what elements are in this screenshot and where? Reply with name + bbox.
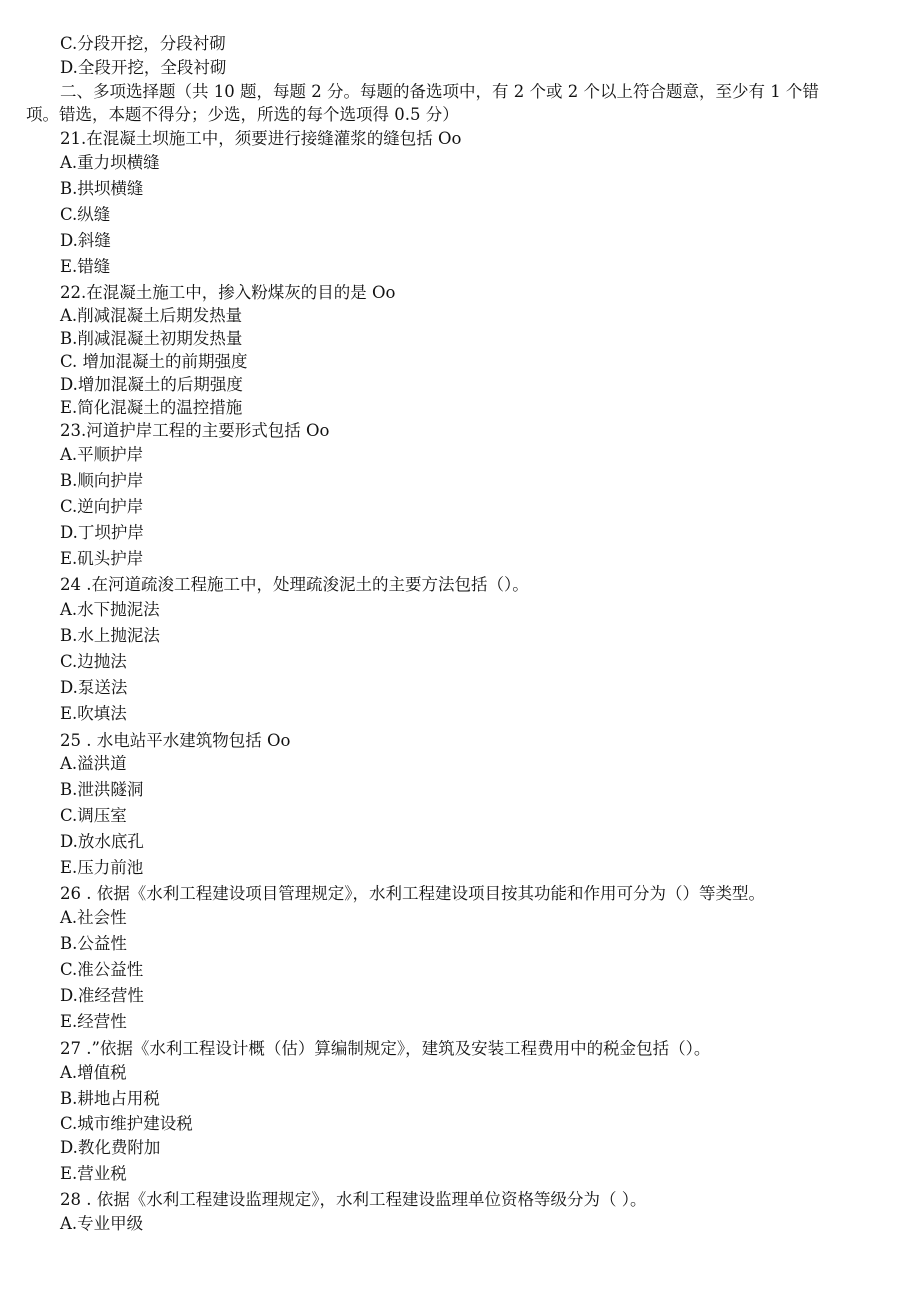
option: B.耕地占用税 bbox=[60, 1089, 160, 1108]
option: D.斜缝 bbox=[60, 231, 111, 250]
option: E.矶头护岸 bbox=[60, 549, 144, 568]
question-stem: 22.在混凝土施工中，掺入粉煤灰的目的是 Oo bbox=[60, 283, 396, 302]
option: C.纵缝 bbox=[60, 205, 111, 224]
question-stem: 21.在混凝土坝施工中，须要进行接缝灌浆的缝包括 Oo bbox=[60, 129, 462, 148]
option: C.准公益性 bbox=[60, 960, 144, 979]
option: D.放水底孔 bbox=[60, 832, 144, 851]
option: E.吹填法 bbox=[60, 704, 127, 723]
option: C.城市维护建设税 bbox=[60, 1114, 193, 1133]
option: E.经营性 bbox=[60, 1012, 127, 1031]
option: D.教化费附加 bbox=[60, 1138, 161, 1157]
option: A.水下抛泥法 bbox=[60, 600, 160, 619]
section-header-line1: 二、多项选择题（共 10 题，每题 2 分。每题的备选项中，有 2 个或 2 个以上符合题意，至少有 1 个错 bbox=[60, 82, 819, 101]
option: B.拱坝横缝 bbox=[60, 179, 144, 198]
intro-option: C.分段开挖，分段衬砌 bbox=[60, 34, 226, 53]
option: E.营业税 bbox=[60, 1164, 127, 1183]
option: B.削减混凝土初期发热量 bbox=[60, 329, 243, 348]
question-stem: 24 .在河道疏浚工程施工中，处理疏浚泥土的主要方法包括（）。 bbox=[60, 575, 529, 594]
question-stem: 23.河道护岸工程的主要形式包括 Oo bbox=[60, 421, 330, 440]
option: A.重力坝横缝 bbox=[60, 153, 160, 172]
option: A.社会性 bbox=[60, 908, 127, 927]
option: D.丁坝护岸 bbox=[60, 523, 144, 542]
option: E.简化混凝土的温控措施 bbox=[60, 398, 243, 417]
question-stem: 27 .”依据《水利工程设计概（估）算编制规定》，建筑及安装工程费用中的税金包括（）。 bbox=[60, 1039, 711, 1058]
option: A.增值税 bbox=[60, 1063, 127, 1082]
option: C.逆向护岸 bbox=[60, 497, 144, 516]
option: B.泄洪隧洞 bbox=[60, 780, 144, 799]
option: E.错缝 bbox=[60, 257, 111, 276]
question-stem: 26 . 依据《水利工程建设项目管理规定》，水利工程建设项目按其功能和作用可分为（）等类型。 bbox=[60, 884, 765, 903]
option: D.泵送法 bbox=[60, 678, 128, 697]
option: B.水上抛泥法 bbox=[60, 626, 160, 645]
option: B.顺向护岸 bbox=[60, 471, 144, 490]
option: C.调压室 bbox=[60, 806, 127, 825]
option: A.平顺护岸 bbox=[60, 445, 144, 464]
question-stem: 28 . 依据《水利工程建设监理规定》，水利工程建设监理单位资格等级分为（ ）。 bbox=[60, 1190, 647, 1209]
section-header-line2: 项。错选，本题不得分；少选，所选的每个选项得 0.5 分） bbox=[26, 105, 459, 124]
option: A.削减混凝土后期发热量 bbox=[60, 306, 243, 325]
option: D.增加混凝土的后期强度 bbox=[60, 375, 243, 394]
question-stem: 25 . 水电站平水建筑物包括 Oo bbox=[60, 731, 291, 750]
option: C. 增加混凝土的前期强度 bbox=[60, 352, 248, 371]
option: A.溢洪道 bbox=[60, 754, 127, 773]
option: D.准经营性 bbox=[60, 986, 144, 1005]
option: A.专业甲级 bbox=[60, 1214, 144, 1233]
option: B.公益性 bbox=[60, 934, 127, 953]
option: C.边抛法 bbox=[60, 652, 127, 671]
intro-option: D.全段开挖，全段衬砌 bbox=[60, 58, 227, 77]
option: E.压力前池 bbox=[60, 858, 144, 877]
